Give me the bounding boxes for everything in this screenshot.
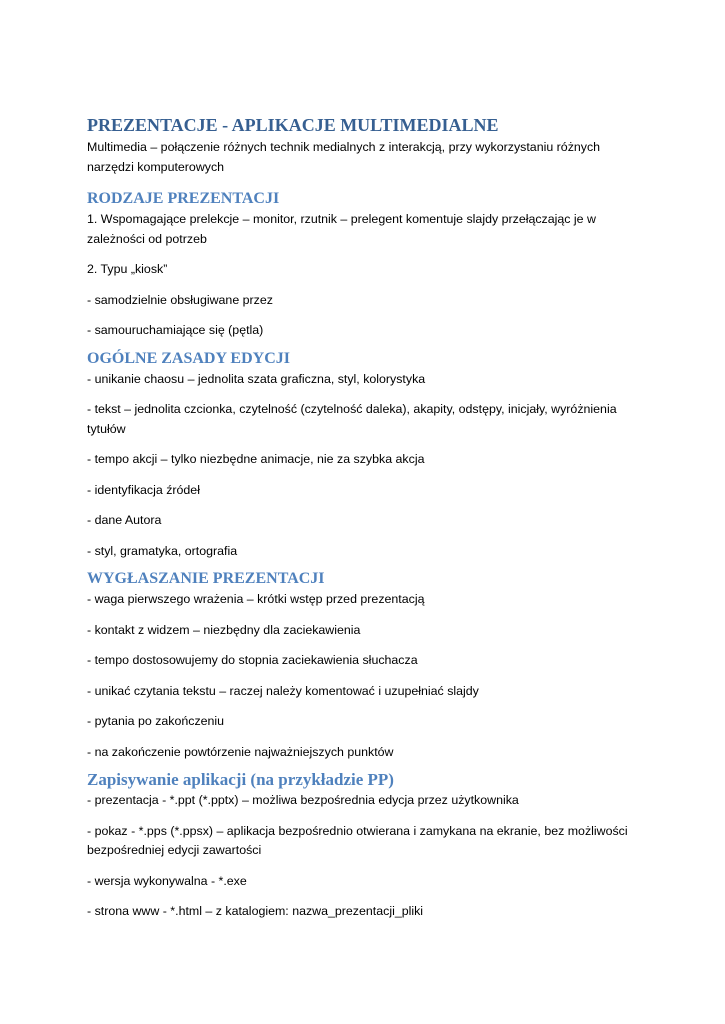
document-title: PREZENTACJE - APLIKACJE MULTIMEDIALNE (87, 115, 499, 135)
paragraph: - strona www - *.html – z katalogiem: nazwa_prezentacji_pliki (87, 904, 424, 918)
paragraph: - samodzielnie obsługiwane przez (87, 292, 273, 307)
paragraph: - tempo akcji – tylko niezbędne animacje, nie za szybka akcja (87, 452, 425, 466)
paragraph: - prezentacja - *.ppt (*.pptx) – możliwa bezpośrednia edycja przez użytkownika (87, 793, 519, 807)
paragraph: - wersja wykonywalna - *.exe (87, 873, 247, 888)
paragraph: - tempo dostosowujemy do stopnia zaciekawienia słuchacza (87, 653, 418, 667)
paragraph: - identyfikacja źródeł (87, 482, 200, 497)
section-heading-rodzaje: RODZAJE PREZENTACJI (87, 190, 280, 207)
paragraph: - unikanie chaosu – jednolita szata graficzna, styl, kolorystyka (87, 371, 426, 386)
document-page (87, 112, 647, 922)
paragraph: - na zakończenie powtórzenie najważniejszych punktów (87, 744, 394, 759)
paragraph: - samouruchamiające się (pętla) (87, 323, 264, 337)
section-heading-zapisywanie: Zapisywanie aplikacji (na przykładzie PP) (87, 770, 394, 789)
paragraph: - waga pierwszego wrażenia – krótki wstęp przed prezentacją (87, 592, 425, 606)
paragraph: - kontakt z widzem – niezbędny dla zaciekawienia (87, 622, 361, 637)
paragraph: - unikać czytania tekstu – raczej należy komentować i uzupełniać slajdy (87, 683, 479, 698)
paragraph: 2. Typu „kiosk” (87, 262, 168, 276)
paragraph: - dane Autora (87, 513, 162, 527)
section-heading-zasady-edycji: OGÓLNE ZASADY EDYCJI (87, 349, 290, 367)
paragraph: - styl, gramatyka, ortografia (87, 543, 238, 558)
intro-paragraph: Multimedia – połączenie różnych technik medialnych z interakcją, przy wykorzystaniu różnych narzędzi komputerowych (87, 140, 601, 174)
paragraph: - pokaz - *.pps (*.ppsx) – aplikacja bezpośrednio otwierana i zamykana na ekranie, bez możliwości bezpośredniej edycji zawartości (87, 823, 628, 857)
paragraph: - pytania po zakończeniu (87, 714, 225, 728)
paragraph: - tekst – jednolita czcionka, czytelność (czytelność daleka), akapity, odstępy, inicjały, wyróżnienia tytułów (87, 402, 617, 436)
paragraph: 1. Wspomagające prelekcje – monitor, rzutnik – prelegent komentuje slajdy przełączając je w zależności od potrzeb (87, 212, 596, 246)
section-heading-wyglaszanie: WYGŁASZANIE PREZENTACJI (87, 570, 325, 587)
